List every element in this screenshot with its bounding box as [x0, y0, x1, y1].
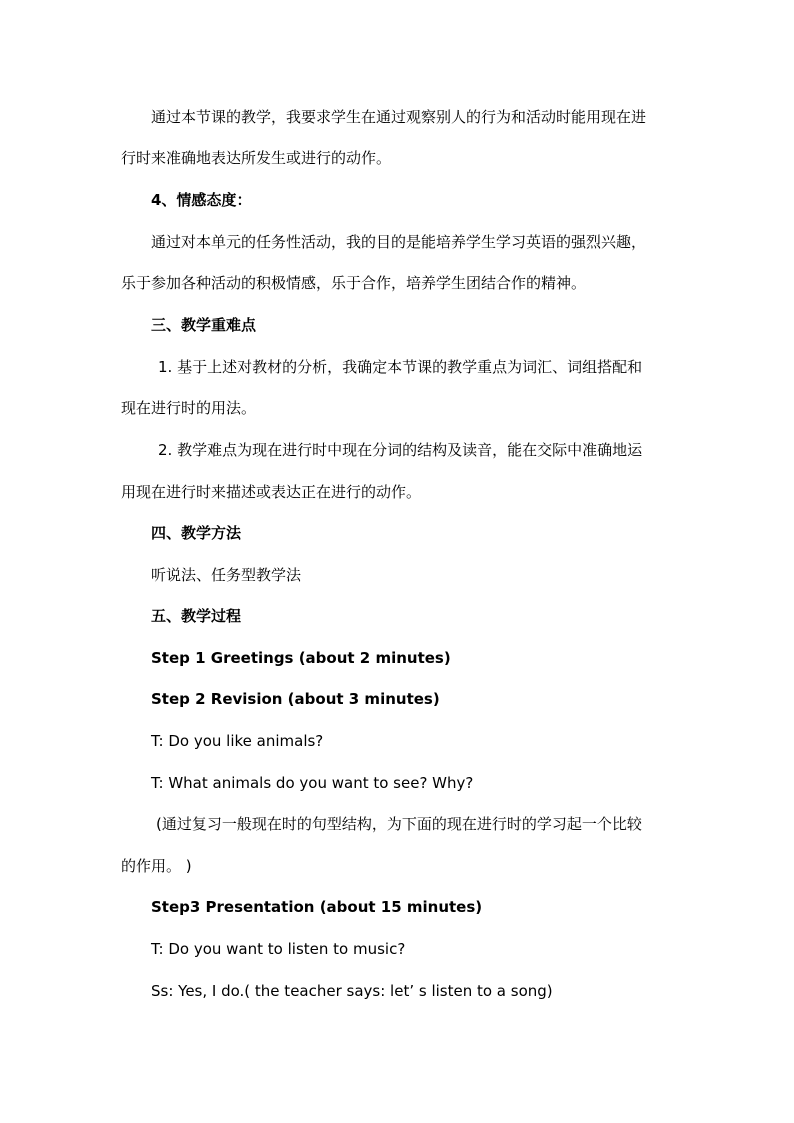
list-item-1-line-2: 现在进行时的用法。	[121, 399, 257, 417]
note-line-2: 的作用。 )	[121, 857, 192, 875]
heading-teaching-process: 五、教学过程	[151, 607, 242, 625]
dialogue-line-4: Ss: Yes, I do.( the teacher says: let’ s listen to a song)	[151, 982, 553, 1000]
step-2-heading: Step 2 Revision (about 3 minutes)	[151, 690, 440, 708]
note-line-1: (通过复习一般现在时的句型结构，为下面的现在进行时的学习起一个比较	[156, 815, 642, 833]
heading-key-difficult-points: 三、教学重难点	[151, 316, 257, 334]
step-3-heading: Step3 Presentation (about 15 minutes)	[151, 898, 483, 916]
heading-teaching-methods: 四、教学方法	[151, 524, 242, 542]
dialogue-line-3: T: Do you want to listen to music?	[151, 940, 406, 958]
list-item-2-line-2: 用现在进行时来描述或表达正在进行的动作。	[121, 483, 422, 501]
paragraph-line-3: 通过对本单元的任务性活动，我的目的是能培养学生学习英语的强烈兴趣，	[151, 233, 647, 251]
heading-affective-attitude: 4、情感态度：	[151, 191, 252, 209]
paragraph-line-4: 乐于参加各种活动的积极情感，乐于合作，培养学生团结合作的精神。	[121, 274, 587, 292]
paragraph-line-1: 通过本节课的教学，我要求学生在通过观察别人的行为和活动时能用现在进	[151, 108, 647, 126]
dialogue-line-1: T: Do you like animals?	[151, 732, 324, 750]
dialogue-line-2: T: What animals do you want to see? Why?	[151, 774, 474, 792]
step-1-heading: Step 1 Greetings (about 2 minutes)	[151, 649, 451, 667]
paragraph-line-2: 行时来准确地表达所发生或进行的动作。	[121, 149, 392, 167]
list-item-2-line-1: 2. 教学难点为现在进行时中现在分词的结构及读音，能在交际中准确地运	[158, 441, 643, 459]
teaching-methods-text: 听说法、任务型教学法	[151, 566, 302, 584]
list-item-1-line-1: 1. 基于上述对教材的分析，我确定本节课的教学重点为词汇、词组搭配和	[158, 358, 643, 376]
